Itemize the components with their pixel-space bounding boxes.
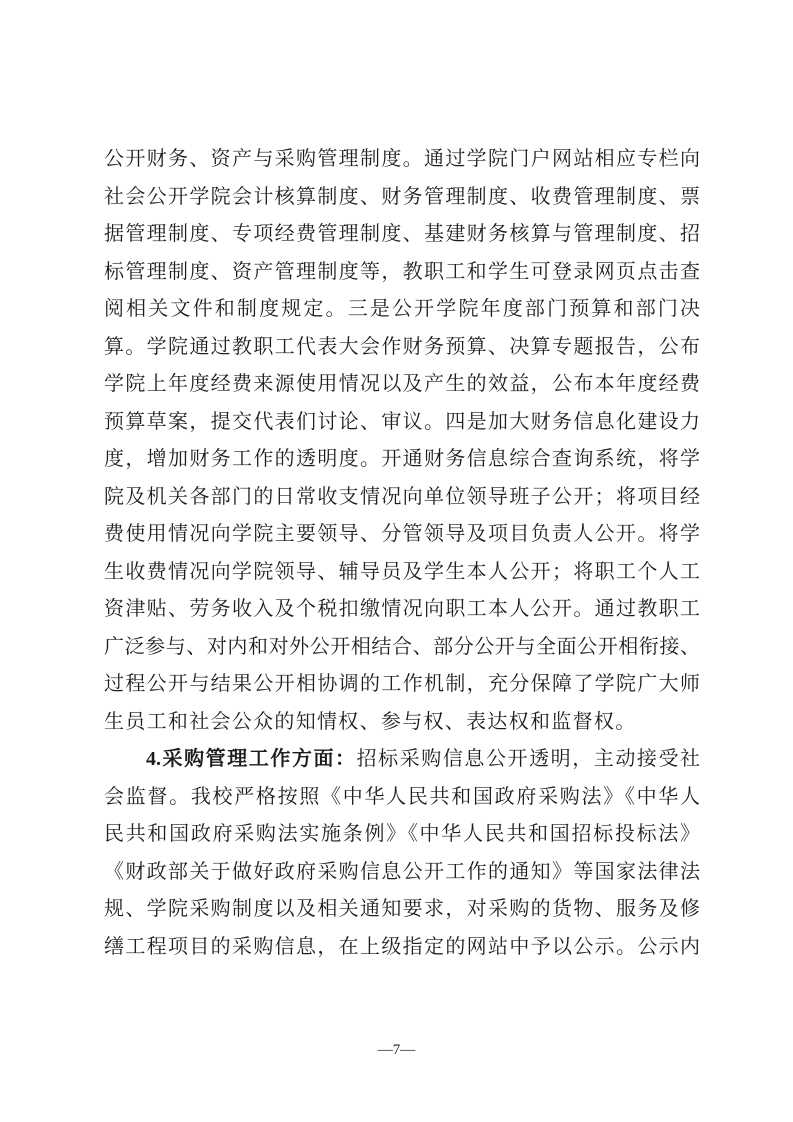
text-line: 阅相关文件和制度规定。三是公开学院年度部门预算和部门决: [104, 298, 700, 320]
section-heading: 4.采购管理工作方面：: [146, 748, 357, 770]
text-line: 社会公开学院会计核算制度、财务管理制度、收费管理制度、票: [104, 185, 700, 208]
text-line: 广泛参与、对内和对外公开相结合、部分公开与全面公开相衔接、: [104, 635, 700, 658]
text-line: 民共和国政府采购法实施条例》《中华人民共和国招标投标法》: [104, 823, 700, 845]
text-line: 缮工程项目的采购信息，在上级指定的网站中予以公示。公示内: [104, 935, 700, 958]
line-text: 招标采购信息公开透明，主动接受社: [356, 748, 701, 770]
text-line: 费使用情况向学院主要领导、分管领导及项目负责人公开。将学: [104, 523, 700, 545]
text-line: 资津贴、劳务收入及个税扣缴情况向职工本人公开。通过教职工: [104, 598, 700, 620]
text-line: 会监督。我校严格按照《中华人民共和国政府采购法》《中华人: [104, 785, 700, 808]
text-line: 生员工和社会公众的知情权、参与权、表达权和监督权。: [104, 710, 637, 733]
text-line: 算。学院通过教职工代表大会作财务预算、决算专题报告，公布: [104, 335, 700, 358]
text-line: 度，增加财务工作的透明度。开通财务信息综合查询系统，将学: [104, 448, 700, 470]
text-line: 学院上年度经费来源使用情况以及产生的效益，公布本年度经费: [104, 373, 700, 395]
text-line: 《财政部关于做好政府采购信息公开工作的通知》等国家法律法: [104, 860, 700, 883]
text-line: 据管理制度、专项经费管理制度、基建财务核算与管理制度、招: [104, 223, 700, 245]
document-body: [104, 141, 700, 966]
text-line: 标管理制度、资产管理制度等，教职工和学生可登录网页点击查: [104, 260, 700, 283]
text-line: 公开财务、资产与采购管理制度。通过学院门户网站相应专栏向: [104, 148, 700, 170]
text-line: 预算草案，提交代表们讨论、审议。四是加大财务信息化建设力: [104, 410, 700, 433]
text-line: 规、学院采购制度以及相关通知要求，对采购的货物、服务及修: [104, 898, 700, 920]
text-line: 过程公开与结果公开相协调的工作机制，充分保障了学院广大师: [104, 673, 700, 695]
text-line: [104, 741, 700, 779]
page-number: —7—: [377, 1042, 416, 1058]
text-line: 院及机关各部门的日常收支情况向单位领导班子公开；将项目经: [104, 485, 700, 508]
text-line: 生收费情况向学院领导、辅导员及学生本人公开；将职工个人工: [104, 560, 700, 583]
